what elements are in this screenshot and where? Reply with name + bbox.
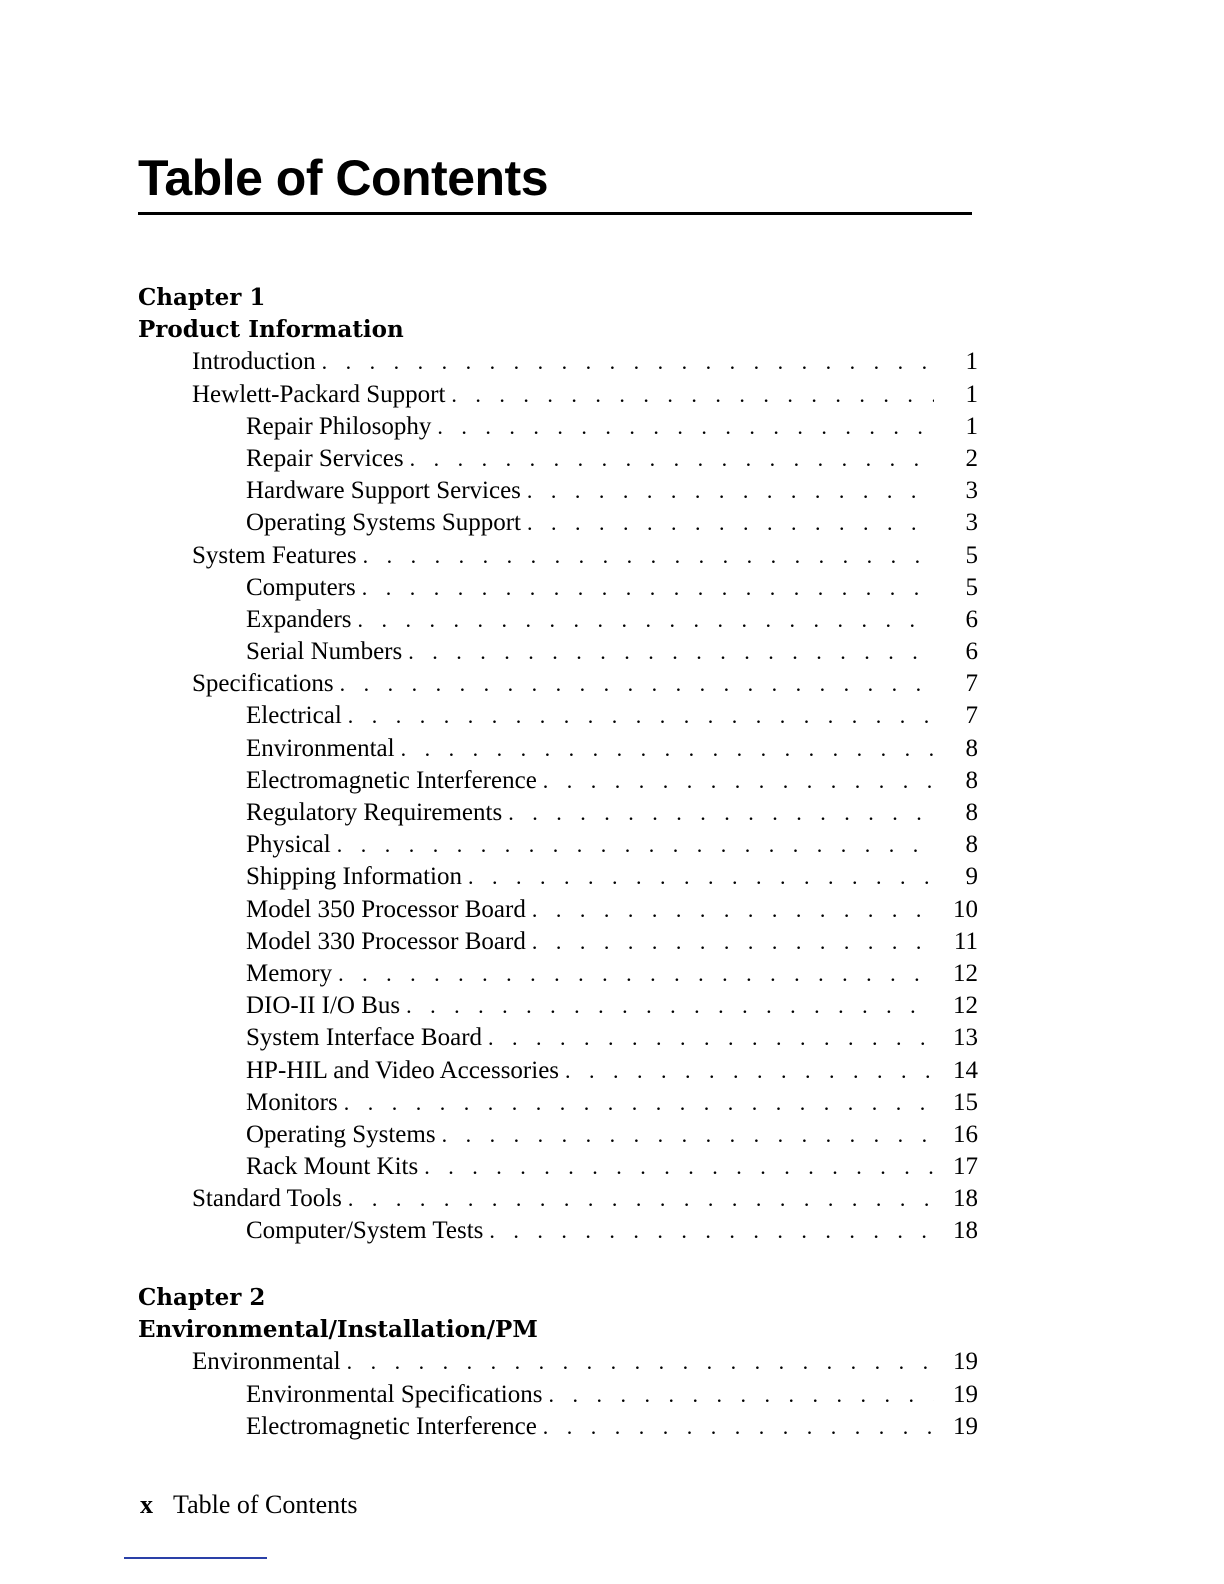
toc-entry-title: Electrical (246, 702, 342, 730)
toc-dot-leader (543, 1411, 934, 1443)
toc-dot-leader (437, 411, 934, 443)
chapter-title: Environmental/Installation/PM (138, 1316, 538, 1344)
chapter-label: Chapter 2 (138, 1284, 266, 1311)
toc-entry[interactable] (138, 1346, 978, 1378)
toc-entry[interactable] (138, 1151, 978, 1183)
toc-entry[interactable] (138, 668, 978, 700)
toc-page-number: 13 (953, 1024, 978, 1052)
toc-page-number: 8 (965, 734, 978, 762)
toc-entry[interactable] (138, 990, 978, 1022)
toc-entry[interactable] (138, 1379, 978, 1411)
toc-page-number: 12 (953, 992, 978, 1020)
toc-dot-leader (468, 861, 934, 893)
toc-dot-leader (442, 1119, 934, 1151)
toc-entry-title: Specifications (192, 670, 334, 698)
toc-dot-leader (406, 990, 934, 1022)
toc-entry-title: Hewlett-Packard Support (192, 380, 446, 408)
toc-entry[interactable] (138, 1022, 978, 1054)
toc-entry[interactable] (138, 507, 978, 539)
toc-entry[interactable] (138, 700, 978, 732)
toc-dot-leader (424, 1151, 934, 1183)
toc-entry-title: Environmental (192, 1348, 341, 1376)
toc-entry[interactable] (138, 1215, 978, 1247)
toc-page-number: 17 (953, 1153, 978, 1181)
toc-dot-leader (363, 540, 934, 572)
toc-entry-title: Rack Mount Kits (246, 1153, 419, 1181)
toc-entry-title: HP-HIL and Video Accessories (246, 1056, 560, 1084)
toc-entry[interactable] (138, 1055, 978, 1087)
toc-page-number: 5 (965, 573, 978, 601)
toc-dot-leader (348, 700, 934, 732)
toc-page-number: 8 (965, 766, 978, 794)
toc-entry[interactable] (138, 894, 978, 926)
toc-entry-title: Computers (246, 573, 356, 601)
toc-dot-leader (548, 1379, 934, 1411)
toc-entry-title: Standard Tools (192, 1185, 342, 1213)
toc-entry[interactable] (138, 411, 978, 443)
toc-entry-title: Physical (246, 831, 331, 859)
toc-page-number: 19 (953, 1412, 978, 1440)
toc-entry-title: System Features (192, 541, 357, 569)
toc-entry[interactable] (138, 443, 978, 475)
toc-entry[interactable] (138, 1119, 978, 1151)
toc-dot-leader (337, 829, 934, 861)
toc-page-number: 1 (965, 412, 978, 440)
toc-page-number: 2 (965, 444, 978, 472)
toc-dot-leader (362, 572, 934, 604)
toc-dot-leader (488, 1022, 934, 1054)
toc-entry-title: Repair Philosophy (246, 412, 432, 440)
bottom-divider (124, 1557, 267, 1559)
toc-dot-leader (532, 894, 934, 926)
toc-entry-title: Electromagnetic Interference (246, 766, 537, 794)
toc-page-number: 5 (965, 541, 978, 569)
toc-page-number: 10 (953, 895, 978, 923)
toc-entry[interactable] (138, 797, 978, 829)
toc-entry[interactable] (138, 733, 978, 765)
toc-entry[interactable] (138, 540, 978, 572)
toc-list (138, 1346, 978, 1443)
toc-page-number: 18 (953, 1217, 978, 1245)
toc-entry-title: Electromagnetic Interference (246, 1412, 537, 1440)
toc-dot-leader (338, 958, 934, 990)
toc-dot-leader (340, 668, 934, 700)
toc-list (138, 346, 978, 1247)
toc-entry[interactable] (138, 346, 978, 378)
chapter-section (138, 1282, 978, 1443)
toc-page-number: 11 (953, 927, 978, 955)
toc-entry-title: Hardware Support Services (246, 477, 521, 505)
toc-page-number: 7 (965, 702, 978, 730)
toc-entry[interactable] (138, 765, 978, 797)
toc-page-number: 7 (965, 670, 978, 698)
footer-section-title: Table of Contents (173, 1490, 358, 1519)
toc-entry-title: Serial Numbers (246, 638, 403, 666)
toc-dot-leader (489, 1215, 934, 1247)
toc-entry[interactable] (138, 636, 978, 668)
toc-entry-title: Monitors (246, 1088, 338, 1116)
toc-entry[interactable] (138, 1087, 978, 1119)
toc-entry[interactable] (138, 604, 978, 636)
toc-dot-leader (348, 1183, 934, 1215)
toc-page-number: 16 (953, 1120, 978, 1148)
toc-dot-leader (347, 1346, 934, 1378)
toc-page-number: 3 (965, 509, 978, 537)
toc-page-number: 3 (965, 477, 978, 505)
toc-page-number: 8 (965, 799, 978, 826)
toc-dot-leader (322, 346, 934, 378)
toc-entry[interactable] (138, 926, 978, 958)
toc-page-number: 1 (965, 348, 978, 376)
toc-entry-title: Expanders (246, 605, 352, 633)
toc-entry[interactable] (138, 829, 978, 861)
toc-page-number: 12 (953, 959, 978, 987)
toc-dot-leader (532, 926, 934, 958)
toc-entry-title: Memory (246, 959, 333, 987)
toc-entry-title: System Interface Board (246, 1024, 483, 1052)
toc-entry-title: Model 330 Processor Board (246, 927, 526, 955)
toc-page-number: 19 (953, 1348, 978, 1376)
toc-page-number: 18 (953, 1185, 978, 1213)
page-footer (140, 1490, 357, 1520)
toc-page-number: 19 (953, 1380, 978, 1408)
toc-entry[interactable] (138, 861, 978, 893)
toc-entry[interactable] (138, 572, 978, 604)
footer-page-number: x (140, 1490, 153, 1519)
toc-entry-title: Operating Systems Support (246, 509, 521, 537)
toc-page-number: 15 (953, 1088, 978, 1116)
toc-dot-leader (358, 604, 934, 636)
toc-entry[interactable] (138, 1411, 978, 1443)
toc-dot-leader (565, 1055, 934, 1087)
toc-page-number: 1 (965, 380, 978, 408)
toc-entry-title: Introduction (192, 348, 316, 376)
toc-dot-leader (401, 733, 934, 765)
toc-dot-leader (451, 379, 934, 411)
toc-entry[interactable] (138, 379, 978, 411)
toc-dot-leader (410, 443, 934, 475)
toc-dot-leader (408, 636, 934, 668)
toc-page-number: 6 (965, 605, 978, 633)
toc-entry[interactable] (138, 1183, 978, 1215)
toc-entry-title: Model 350 Processor Board (246, 895, 526, 923)
toc-entry-title: Environmental (246, 734, 395, 762)
toc-entry-title: Regulatory Requirements (246, 799, 503, 826)
toc-entry[interactable] (138, 475, 978, 507)
chapter-label: Chapter 1 (138, 284, 266, 311)
toc-dot-leader (527, 507, 934, 539)
toc-entry-title: Repair Services (246, 444, 404, 472)
chapter-section (138, 282, 978, 1248)
chapter-title: Product Information (138, 316, 404, 344)
title-divider (138, 212, 972, 215)
toc-page-number: 14 (953, 1056, 978, 1084)
toc-dot-leader (527, 475, 934, 507)
toc-page-number: 9 (965, 863, 978, 891)
toc-dot-leader (508, 797, 934, 829)
toc-entry[interactable] (138, 958, 978, 990)
toc-entry-title: Operating Systems (246, 1120, 436, 1148)
toc-page-number: 8 (965, 831, 978, 859)
toc-page-number: 6 (965, 638, 978, 666)
toc-dot-leader (543, 765, 934, 797)
toc-entry-title: DIO-II I/O Bus (246, 992, 401, 1020)
toc-dot-leader (344, 1087, 934, 1119)
toc-entry-title: Environmental Specifications (246, 1380, 543, 1408)
toc-entry-title: Shipping Information (246, 863, 462, 891)
toc-entry-title: Computer/System Tests (246, 1217, 484, 1245)
page-title: Table of Contents (138, 150, 549, 206)
